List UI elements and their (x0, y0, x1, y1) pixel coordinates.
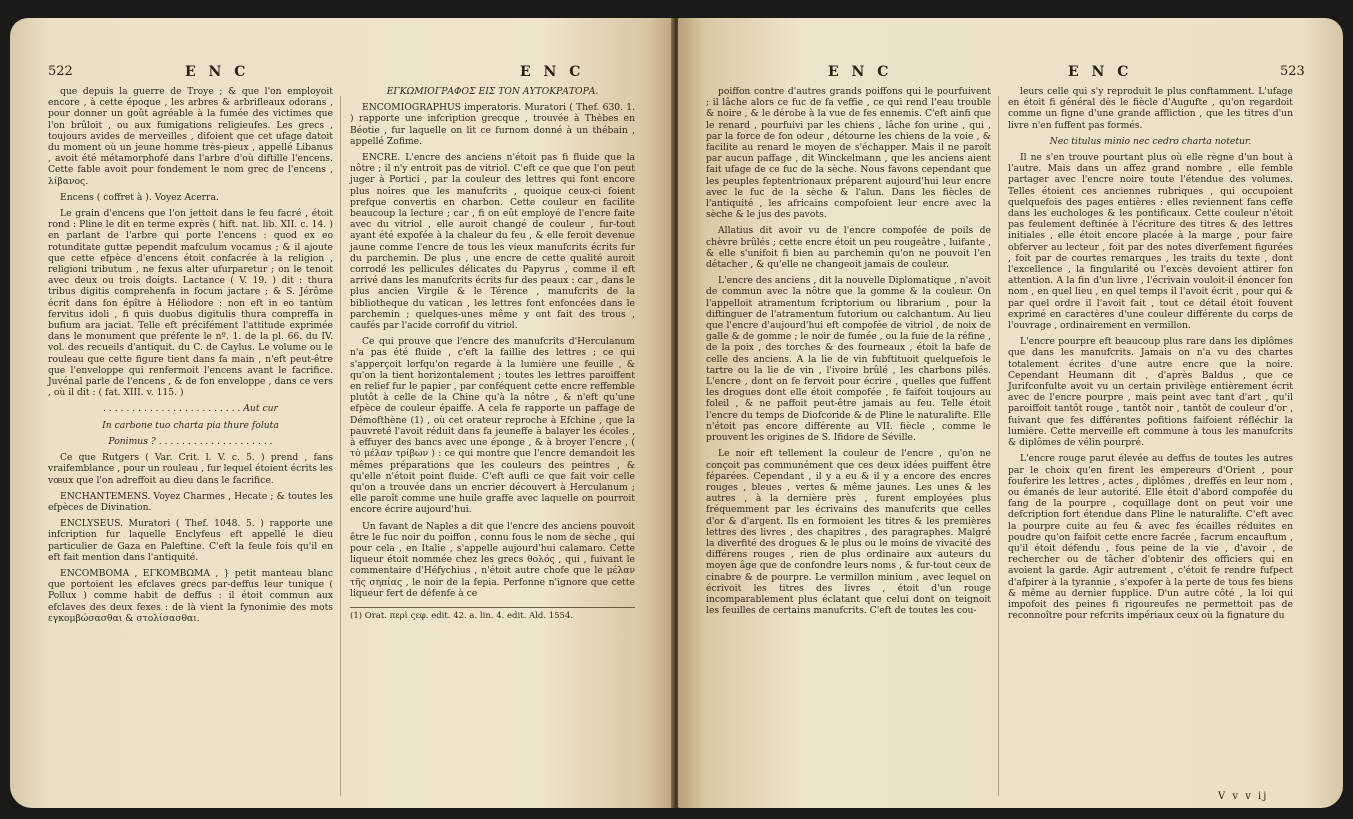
running-head: E N C (1068, 64, 1133, 80)
paragraph: Il ne s'en trouve pourtant plus où elle règne d'un bout à l'autre. Mais dans un affez grand nombre , elle femble partager avec l'encre noire toute l'étendue des volumes. Telles étoient ces anciennes rubriques , qui occupoient quelquefois des pages entières : elles reviennent fans ceffe dans les euchologes & les pontificaux. Cette couleur n'étoit pas feulement deftinée à l'écriture des titres & des lettres initiales , elle étoit encore placée à la marge , pour faire obferver au lecteur , foit par des notes diverfement figurées , foit par de courtes remarques , les traits du texte , dont l'excellence , la fingularité ou l'excès devoient attirer fon attention. A la fin d'un livre , l'écrivain vouloit-il énoncer fon nom , en quel lieu , en quel temps il l'avoit écrit , pour qui & par quel ordre il l'avoit fait , tout ce détail étoit fouvent exprimé en caractères d'une couleur différente du corps de l'ouvrage , ordinairement en vermillon. (1008, 152, 1293, 332)
paragraph: (1) Orat. περὶ ςεφ. edit. 42. a. lin. 4. edit. Ald. 1554. (350, 607, 635, 622)
paragraph: Ce que Rutgers ( Var. Crit. l. V. c. 5. ) prend , fans vraifemblance , pour un rouleau , fur lequel étoient écrits les vœux que l'on adreffoit au dieu dans le facrifice. (48, 452, 333, 486)
paragraph: Nec titulus minio nec cedro charta notetur. (1049, 135, 1252, 147)
paragraph: L'encre pourpre eft beaucoup plus rare dans les diplômes que dans les manufcrits. Jamais on n'a vu des chartes totalement écrites d'une autre encre que la noire. Cependant Heumann dit , d'après Baldus , que ce Jurifconfulte avoit vu un certain privilège entièrement écrit avec de l'encre pourpre , mais peint avec tant d'art , qu'il paroiffoit tantôt rouge , tantôt noir , tantôt de couleur d'or , fuivant que fes différentes pofitions faifoient réfléchir la lumière. Cette merveille eft commune à tous les manufcrits & diplômes de vélin pourpré. (1008, 336, 1293, 449)
right-column-1 (706, 86, 991, 621)
paragraph: In carbone tuo charta pia thure foluta (102, 419, 279, 431)
running-head: E N C (520, 64, 585, 80)
paragraph: ENCLYSEUS. Muratori ( Thef. 1048. 5. ) rapporte une infcription fur laquelle Enclyfeus eft appellé le dieu particulier de Gaza en Paleftine. C'eft la feule fois qu'il en eft fait mention dans l'antiquité. (48, 518, 333, 563)
paragraph: Le grain d'encens que l'on jettoit dans le feu facré , étoit rond : Pline le dit en terme exprès ( hift. nat. lib. XII. c. 14. ) en parlant de l'arbre qui porte l'encens : quod ex eo rotunditate guttæ pependit mafculum vocamus ; & il ajoute que cette efpèce d'encens étoit confacrée à la religion , religioni tributum , ne fexus alter ufurparetur ; on le tenoit avec deux ou trois doigts. Lactance ( V. 19. ) dit : thura tribus digitis comprehenfa in focum jactare ; & S. Jérôme écrit dans fon épître à Héliodore : non eft in eo tantùm fervitus idoli , fi quis duobus digitulis thura compreffa in bufium ara jaciat. Telle eft précifément l'attitude exprimée dans le monument que préfente le nº. 1. de la pl. 66. du IV. vol. des recueils d'antiquit. du C. de Caylus. Le volume ou le rouleau que cette figure tient dans fa main , n'eft peut-être que l'enveloppe qui renfermoit l'encens avant le facrifice. Juvénal parle de l'encens , & de fon enveloppe , dans ce vers , où il dit : ( fat. XIII. v. 115. ) (48, 208, 333, 399)
paragraph: ENCOMIOGRAPHUS imperatoris. Muratori ( Thef. 630. 1. ) rapporte une infcription grecque , trouvée à Thèbes en Béotie , fur laquelle on lit ce furnom donné à un thébain , appellé Zofime. (350, 102, 635, 147)
paragraph: L'encre rouge parut élevée au deffus de toutes les autres par le choix qu'en firent les empereurs d'Orient , pour fouferire les lettres , actes , diplômes , dreffés en leur nom , ou émanés de leur autorité. Elle étoit d'abord compofée du fang de la pourpre , coquillage dont on peut voir une defcription fort étendue dans Pline le naturalifte. C'eft avec la pourpre cuite au feu & avec fes écailles réduites en poudre qu'on faifoit cette encre facrée , facrum encauftum , qu'il étoit défendu , fous peine de la vie , d'avoir , de rechercher ou de tâcher d'obtenir des officiers qui en avoient la garde. Agir autrement , c'étoit fe rendre fufpect d'afpirer à la tyrannie , s'expofer à la perte de tous fes biens & même au dernier fupplice. D'un autre côté , la loi qui impofoit des peines fi rigoureufes ne permettoit pas de reconnoître pour refcrits impériaux ceux où la fignature du (1008, 453, 1293, 622)
signature-mark: V v v ij (1218, 791, 1269, 802)
column-rule (998, 96, 999, 796)
paragraph: que depuis la guerre de Troye ; & que l'on employoit encore , à cette époque , les arbres & arbrifleaux odorans , pour donner un goût agréable à la fumée des victimes que l'on brûloit , ou aux fumigations religieufes. Les grecs , toujours avides de merveilles , difoient que cet ufage datoit du moment où un jeune homme très-pieux , appellé Libanus , avoit été métamorphofé dans l'arbre d'où diftille l'encens. Cette fable avoit pour fondement le nom grec de l'encens , λίβανος. (48, 86, 333, 187)
right-column-2 (1008, 86, 1293, 626)
running-head: E N C (185, 64, 250, 80)
paragraph: ENCRE. L'encre des anciens n'étoit pas fi fluide que la nôtre ; il n'y entroit pas de vitriol. C'eft ce que que l'on peut juger à Portici , par la couleur des lettres qui font encore plus noires que les manufcrits , quoique ceux-ci foient prefque convertis en charbon. Cette couleur en facilite beaucoup la lecture ; car , fi on eût employé de l'encre faite avec du vitriol , elle auroit changé de couleur , fur-tout ayant été expofée à la chaleur du feu , & elle feroit devenue jaune comme l'encre de tous les vieux manufcrits écrits fur du parchemin. De plus , une encre de cette qualité auroit corrodé les pellicules délicates du Papyrus , comme il eft arrivé dans les manufcrits écrits fur des peaux : car , dans le plus ancien Virgile & le Térence , manufcrits de la bibliotheque du vatican , les lettres font enfoncées dans le parchemin ; quelques-unes même y ont fait des trous , caufés par l'acide corrofif du vitriol. (350, 152, 635, 332)
paragraph: ΕΓΚΩΜΙΟΓΡΑΦΟΣ ΕΙΣ ΤΟΝ ΑΥΤΟΚΡΑΤΟΡΑ. (386, 86, 599, 97)
page-number-left: 522 (48, 64, 73, 79)
paragraph: Le noir eft tellement la couleur de l'encre , qu'on ne conçoit pas communément que ces deux idées puiffent être féparées. Cependant , il y a eu & il y a encore des encres rouges , bleues , vertes & même jaunes. Les unes & les autres , à la dernière près , furent employées plus fréquemment par les écrivains des manufcrits que celles d'or & d'argent. Ils en formoient les titres & les premières lettres des livres , des chapitres , des paragraphes. Malgré la diverfité des drogues & le plus ou le moins de vivacité des différens rouges , rien de plus ordinaire aux auteurs du moyen âge que de confondre leurs noms , & fur-tout ceux de cinabre & de pourpre. Le vermillon minium , avec lequel on écrivoit les titres des livres , étoit d'un rouge incomparablement plus éclatant que celui dont on teignoit les feuilles de certains manufcrits. C'eft de toutes les cou- (706, 448, 991, 617)
left-column-2 (350, 86, 635, 627)
left-column-1 (48, 86, 333, 629)
paragraph: ENCOMBOMA , ΕΓΚΟΜΒΩΜΑ , } petit manteau blanc que portoient les efclaves grecs par-deffus leur tunique ( Pollux ) comme habit de deffus : il étoit commun aux efclaves des deux fexes : de là vient la fynonimie des mots εγκομβώσασθαι & στολίσασθαι. (48, 567, 333, 624)
page-number-right: 523 (1280, 64, 1305, 79)
paragraph: . . . . . . . . . . . . . . . . . . . . . . . . Aut cur (103, 403, 278, 415)
running-head: E N C (828, 64, 893, 80)
paragraph: Allatius dit avoir vu de l'encre compofée de poils de chèvre brûlés ; cette encre étoit un peu rougeâtre , luifante , & elle s'unifoit fi bien au parchemin qu'on ne pouvoit l'en détacher , & qu'elle ne changeoit jamais de couleur. (706, 225, 991, 271)
paragraph: Ponimus ? . . . . . . . . . . . . . . . . . . . . (108, 435, 273, 447)
column-rule (340, 96, 341, 796)
paragraph: leurs celle qui s'y reproduit le plus conftamment. L'ufage en étoit fi général dès le fiècle d'Augufte , qu'on regardoit comme un figne d'une grande affliction , que les titres d'un livre n'en fuffent pas formés. (1008, 86, 1293, 131)
paragraph: L'encre des anciens , dit la nouvelle Diplomatique , n'avoit de commun avec la nôtre que la gomme & la couleur. On l'appelloit atramentum fcriptorium ou librarium , pour la diftinguer de l'atramentum futorium ou calchantum. Au lieu que l'encre d'aujourd'hui eft compofée de vitriol , de noix de galle & de gomme ; le noir de fumée , ou la fuie de la réfine , de la poix , des torches & des fourneaux , étoit la bafe de celle des anciens. A la lie de vin fubftituoit quelquefois le tartre ou la lie de vin , l'ivoire brûlé , les charbons pilés. L'encre , dont on fe fervoit pour écrire , quelles que fuffent les drogues dont elle étoit compofée , fe faifoit toujours au foleil , & ne paffoit peut-être jamais au feu. Telle étoit l'encre du temps de Diofcoride & de Pline le naturalifte. Elle n'étoit pas encore différente au VII. fiècle , comme le prouvent les origines de S. Ifidore de Séville. (706, 275, 991, 444)
left-page (10, 18, 675, 808)
paragraph: poiffon contre d'autres grands poiffons qui le pourfuivent ; il lâche alors ce fuc de fa veffie , ce qui rend l'eau trouble & noire , & le dérobe à la vue de fes ennemis. C'eft ainfi que le renard , pourfuivi par les chiens , lâche fon urine , qui , par la force de fon odeur , détourne les chiens de la voie , & facilite au renard le moyen de s'échapper. Mais il ne paroît par aucun paffage , dit Winckelmann , que les anciens aient fait ufage de ce fuc de la sèche. Nous favons cependant que les peuples feptentrionaux préparent aujourd'hui leur encre avec le fuc de la sèche & l'alun. Dans les fiècles de l'antiquité , les africains compofoient leur encre avec la sèche & le jus des pavots. (706, 86, 991, 221)
paragraph: Ce qui prouve que l'encre des manufcrits d'Herculanum n'a pas été fluide , c'eft la faillie des lettres ; ce qui s'apperçoit lorfqu'on regarde à la lumière une feuille , & qu'on la tient horizontalement ; toutes les lettres paroiffent en relief fur le papier , par conféquent cette encre reffemble plutôt à celle de la Chine qu'à la nôtre , & n'eft qu'une efpèce de couleur épaiffe. A cela fe rapporte un paffage de Démofthène (1) , où cet orateur reproche à Efchine , que la pauvreté l'avoit réduit dans fa jeuneffe à balayer les écoles , à effuyer des bancs avec une éponge , & à broyer l'encre , ( τὸ μέλαν τρίβων ) : ce qui montre que l'encre demandoit les mêmes préparations que les couleurs des peintres , & qu'elle n'étoit point fluide. C'eft aufli ce que fait voir celle qu'on a trouvée dans un encrier découvert à Herculanum ; elle paroît comme une huile graffe avec laquelle on pourroit encore écrire aujourd'hui. (350, 336, 635, 516)
paragraph: ENCHANTEMENS. Voyez Charmes , Hecate ; & toutes les efpèces de Divination. (48, 490, 333, 513)
book-spread (10, 18, 1343, 808)
paragraph: Un favant de Naples a dit que l'encre des anciens pouvoit être le fuc noir du poiffon , connu fous le nom de sèche , qui pour cela , en Italie , s'appelle aujourd'hui calamaro. Cette liqueur étoit nommée chez les grecs θολός , qui , fuivant le commentaire d'Héfychius , n'étoit autre chofe que le μέλαν τῆς σηπίας , le noir de la fepia. Perfonne n'ignore que cette liqueur fert de défenfe à ce (350, 520, 635, 599)
paragraph: Encens ( coffret à ). Voyez Acerra. (60, 191, 219, 203)
right-page (678, 18, 1343, 808)
